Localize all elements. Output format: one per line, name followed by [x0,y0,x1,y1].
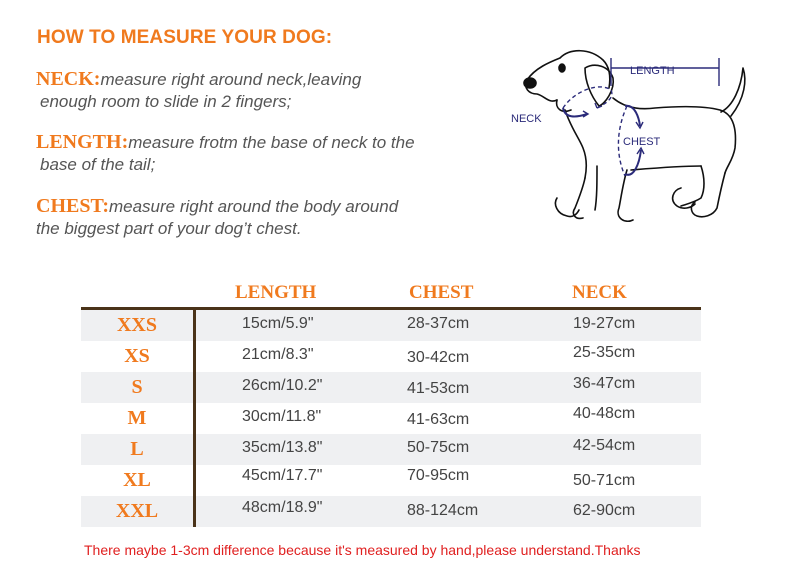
neck-value: 62-90cm [573,502,636,519]
neck-text-line1: measure right around neck,leaving [100,70,362,89]
header-neck: NECK [572,282,627,303]
length-text-line1: measure frotm the base of neck to the [128,133,415,152]
header-length: LENGTH [235,282,317,303]
size-label: XXS [116,314,157,336]
chest-value: 30-42cm [407,349,470,366]
diagram-neck-label: NECK [511,113,542,125]
chest-value: 41-63cm [407,411,470,428]
neck-value: 36-47cm [573,375,636,392]
chest-value: 41-53cm [407,380,470,397]
table-body [81,310,701,527]
length-label: LENGTH: [36,131,129,153]
size-label: XXL [115,500,159,522]
header-chest: CHEST [409,282,474,303]
length-value: 15cm/5.9" [242,315,314,332]
neck-value: 25-35cm [573,344,636,361]
size-label: L [130,438,144,460]
chest-value: 50-75cm [407,439,470,456]
neck-value: 40-48cm [573,405,636,422]
chest-value: 88-124cm [407,502,479,519]
chest-text-line2: the biggest part of your dog’t chest. [36,219,302,238]
length-instruction [36,131,415,176]
neck-value: 19-27cm [573,315,636,332]
chest-value: 70-95cm [407,467,470,484]
length-value: 21cm/8.3" [242,346,314,363]
size-column-divider [193,308,196,527]
table-row [81,372,701,403]
size-chart-table [81,280,701,522]
neck-label: NECK: [36,68,101,90]
page-title: HOW TO MEASURE YOUR DOG: [37,27,333,48]
size-label: M [127,407,147,429]
table-row [81,496,701,527]
length-value: 30cm/11.8" [242,408,322,425]
length-text-line2: base of the tail; [40,155,156,174]
measurement-disclaimer: There maybe 1-3cm difference because it's measured by hand,please understand.Thanks [84,542,641,558]
chest-text-line1: measure right around the body around [108,197,399,216]
table-row [81,434,701,465]
length-value: 26cm/10.2" [242,377,323,394]
chest-instruction [36,195,398,240]
neck-text-line2: enough room to slide in 2 fingers; [40,92,292,111]
table-row [81,465,701,496]
diagram-length-label: LENGTH [630,65,675,77]
neck-value: 50-71cm [573,472,636,489]
chest-value: 28-37cm [407,315,470,332]
size-label: XS [124,345,150,367]
chest-label: CHEST: [36,195,109,217]
size-label: S [131,376,143,398]
size-label: XL [123,469,151,491]
diagram-chest-label: CHEST [623,136,661,148]
table-row [81,341,701,372]
table-row [81,403,701,434]
neck-value: 42-54cm [573,437,636,454]
length-value: 35cm/13.8" [242,439,323,456]
length-value: 45cm/17.7" [242,467,323,484]
table-row [81,310,701,341]
dog-measurement-diagram [505,38,765,238]
neck-instruction [36,68,361,113]
length-value: 48cm/18.9" [242,499,323,516]
table-header [81,280,701,308]
